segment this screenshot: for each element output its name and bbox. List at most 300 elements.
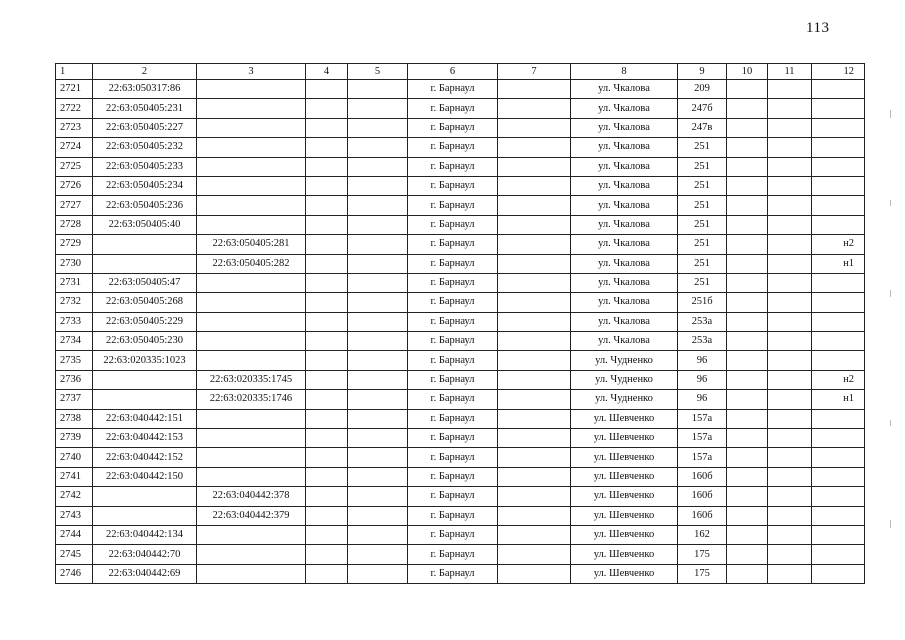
table-cell-col-12 xyxy=(812,332,865,351)
table-cell-col-12 xyxy=(812,80,865,99)
table-cell-col-2: 22:63:040442:70 xyxy=(93,545,197,564)
table-row xyxy=(56,196,865,215)
table-cell-col-8: ул. Чкалова xyxy=(571,138,678,157)
table-cell-col-12 xyxy=(812,487,865,506)
table-cell-col-1: 2731 xyxy=(56,273,93,292)
table-cell-col-2: 22:63:050405:232 xyxy=(93,138,197,157)
table-cell-col-12 xyxy=(812,99,865,118)
table-cell-col-4 xyxy=(306,506,348,525)
table-cell-col-4 xyxy=(306,138,348,157)
table-cell-col-2 xyxy=(93,370,197,389)
table-cell-col-6: г. Барнаул xyxy=(408,235,498,254)
table-cell-col-3 xyxy=(197,215,306,234)
table-cell-col-10 xyxy=(727,351,768,370)
table-cell-col-2 xyxy=(93,254,197,273)
table-cell-col-5 xyxy=(348,99,408,118)
table-row xyxy=(56,409,865,428)
table-cell-col-4 xyxy=(306,487,348,506)
table-cell-col-9: 209 xyxy=(678,80,727,99)
table-cell-col-12 xyxy=(812,118,865,137)
table-header xyxy=(56,64,865,80)
table-cell-col-4 xyxy=(306,390,348,409)
table-cell-col-6: г. Барнаул xyxy=(408,429,498,448)
table-cell-col-9: 96 xyxy=(678,390,727,409)
table-cell-col-9: 96 xyxy=(678,370,727,389)
table-cell-col-8: ул. Чкалова xyxy=(571,254,678,273)
table-cell-col-9: 175 xyxy=(678,564,727,583)
table-cell-col-4 xyxy=(306,351,348,370)
table-cell-col-6: г. Барнаул xyxy=(408,273,498,292)
table-cell-col-7 xyxy=(498,293,571,312)
table-cell-col-6: г. Барнаул xyxy=(408,138,498,157)
table-cell-col-11 xyxy=(768,506,812,525)
table-cell-col-3 xyxy=(197,525,306,544)
table-body xyxy=(56,80,865,584)
table-cell-col-11 xyxy=(768,273,812,292)
table-cell-col-3: 22:63:020335:1745 xyxy=(197,370,306,389)
table-row xyxy=(56,254,865,273)
table-row xyxy=(56,487,865,506)
table-cell-col-5 xyxy=(348,390,408,409)
table-cell-col-9: 251б xyxy=(678,293,727,312)
table-cell-col-8: ул. Чкалова xyxy=(571,196,678,215)
table-cell-col-8: ул. Шевченко xyxy=(571,467,678,486)
table-cell-col-1: 2732 xyxy=(56,293,93,312)
table-cell-col-12: н2 xyxy=(812,235,865,254)
table-cell-col-3 xyxy=(197,448,306,467)
table-cell-col-8: ул. Шевченко xyxy=(571,487,678,506)
table-cell-col-1: 2738 xyxy=(56,409,93,428)
table-cell-col-11 xyxy=(768,157,812,176)
table-cell-col-3 xyxy=(197,467,306,486)
table-cell-col-1: 2745 xyxy=(56,545,93,564)
table-cell-col-5 xyxy=(348,176,408,195)
table-cell-col-2: 22:63:040442:152 xyxy=(93,448,197,467)
table-cell-col-10 xyxy=(727,99,768,118)
table-cell-col-4 xyxy=(306,254,348,273)
table-cell-col-6: г. Барнаул xyxy=(408,312,498,331)
table-cell-col-6: г. Барнаул xyxy=(408,370,498,389)
table-cell-col-1: 2733 xyxy=(56,312,93,331)
table-cell-col-9: 251 xyxy=(678,157,727,176)
table-cell-col-1: 2724 xyxy=(56,138,93,157)
table-cell-col-3: 22:63:050405:282 xyxy=(197,254,306,273)
table-row xyxy=(56,370,865,389)
table-cell-col-6: г. Барнаул xyxy=(408,525,498,544)
table-cell-col-7 xyxy=(498,312,571,331)
table-cell-col-1: 2743 xyxy=(56,506,93,525)
table-row xyxy=(56,390,865,409)
table-cell-col-1: 2742 xyxy=(56,487,93,506)
table-cell-col-9: 251 xyxy=(678,196,727,215)
table-cell-col-1: 2729 xyxy=(56,235,93,254)
table-cell-col-12: н2 xyxy=(812,370,865,389)
table-cell-col-6: г. Барнаул xyxy=(408,506,498,525)
table-cell-col-8: ул. Чкалова xyxy=(571,312,678,331)
table-cell-col-8: ул. Шевченко xyxy=(571,525,678,544)
table-cell-col-11 xyxy=(768,487,812,506)
table-cell-col-10 xyxy=(727,80,768,99)
table-cell-col-2: 22:63:050405:268 xyxy=(93,293,197,312)
table-cell-col-6: г. Барнаул xyxy=(408,332,498,351)
table-cell-col-10 xyxy=(727,564,768,583)
table-cell-col-7 xyxy=(498,506,571,525)
table-cell-col-4 xyxy=(306,235,348,254)
table-cell-col-7 xyxy=(498,409,571,428)
table-cell-col-7 xyxy=(498,525,571,544)
table-cell-col-3 xyxy=(197,138,306,157)
table-cell-col-8: ул. Чкалова xyxy=(571,332,678,351)
table-cell-col-5 xyxy=(348,235,408,254)
table-cell-col-7 xyxy=(498,564,571,583)
table-cell-col-5 xyxy=(348,312,408,331)
table-cell-col-11 xyxy=(768,176,812,195)
table-cell-col-8: ул. Чкалова xyxy=(571,215,678,234)
table-cell-col-6: г. Барнаул xyxy=(408,467,498,486)
table-cell-col-3 xyxy=(197,273,306,292)
table-cell-col-11 xyxy=(768,409,812,428)
table-cell-col-5 xyxy=(348,506,408,525)
table-cell-col-10 xyxy=(727,312,768,331)
table-cell-col-5 xyxy=(348,254,408,273)
table-cell-col-4 xyxy=(306,409,348,428)
table-cell-col-4 xyxy=(306,429,348,448)
table-cell-col-11 xyxy=(768,351,812,370)
table-cell-col-2 xyxy=(93,487,197,506)
table-cell-col-1: 2737 xyxy=(56,390,93,409)
table-cell-col-3: 22:63:040442:378 xyxy=(197,487,306,506)
table-cell-col-12 xyxy=(812,215,865,234)
table-cell-col-11 xyxy=(768,254,812,273)
table-cell-col-10 xyxy=(727,525,768,544)
table-cell-col-10 xyxy=(727,157,768,176)
table-cell-col-8: ул. Шевченко xyxy=(571,409,678,428)
table-cell-col-5 xyxy=(348,273,408,292)
table-cell-col-8: ул. Чкалова xyxy=(571,293,678,312)
table-cell-col-5 xyxy=(348,351,408,370)
table-cell-col-7 xyxy=(498,99,571,118)
column-header-3: 3 xyxy=(197,64,306,80)
column-header-2: 2 xyxy=(93,64,197,80)
table-cell-col-5 xyxy=(348,448,408,467)
table-cell-col-4 xyxy=(306,332,348,351)
table-cell-col-11 xyxy=(768,138,812,157)
table-cell-col-2: 22:63:050317:86 xyxy=(93,80,197,99)
column-header-6: 6 xyxy=(408,64,498,80)
table-cell-col-2: 22:63:050405:234 xyxy=(93,176,197,195)
table-cell-col-5 xyxy=(348,545,408,564)
table-cell-col-11 xyxy=(768,429,812,448)
table-cell-col-4 xyxy=(306,80,348,99)
table-cell-col-7 xyxy=(498,545,571,564)
table-cell-col-12 xyxy=(812,545,865,564)
table-cell-col-10 xyxy=(727,196,768,215)
table-row xyxy=(56,448,865,467)
table-cell-col-11 xyxy=(768,525,812,544)
table-cell-col-2 xyxy=(93,506,197,525)
table-row xyxy=(56,545,865,564)
table-cell-col-2: 22:63:050405:233 xyxy=(93,157,197,176)
table-cell-col-9: 96 xyxy=(678,351,727,370)
table-cell-col-2: 22:63:050405:236 xyxy=(93,196,197,215)
table-cell-col-9: 251 xyxy=(678,235,727,254)
table-cell-col-3 xyxy=(197,196,306,215)
table-cell-col-2: 22:63:040442:69 xyxy=(93,564,197,583)
table-cell-col-3 xyxy=(197,351,306,370)
table-cell-col-12 xyxy=(812,409,865,428)
table-cell-col-8: ул. Чудненко xyxy=(571,370,678,389)
table-row xyxy=(56,312,865,331)
table-cell-col-6: г. Барнаул xyxy=(408,215,498,234)
table-cell-col-9: 160б xyxy=(678,487,727,506)
table-cell-col-5 xyxy=(348,332,408,351)
table-cell-col-2: 22:63:050405:47 xyxy=(93,273,197,292)
scan-edge-mark xyxy=(890,520,891,528)
table-cell-col-7 xyxy=(498,370,571,389)
table-cell-col-12: н1 xyxy=(812,254,865,273)
table-cell-col-8: ул. Чкалова xyxy=(571,118,678,137)
table-cell-col-8: ул. Чкалова xyxy=(571,176,678,195)
table-cell-col-2: 22:63:040442:153 xyxy=(93,429,197,448)
table-cell-col-10 xyxy=(727,409,768,428)
table-cell-col-4 xyxy=(306,157,348,176)
table-cell-col-4 xyxy=(306,545,348,564)
table-cell-col-4 xyxy=(306,370,348,389)
table-cell-col-1: 2722 xyxy=(56,99,93,118)
table-cell-col-2 xyxy=(93,235,197,254)
table-cell-col-2: 22:63:050405:227 xyxy=(93,118,197,137)
table-cell-col-11 xyxy=(768,215,812,234)
table-cell-col-8: ул. Чкалова xyxy=(571,80,678,99)
table-cell-col-1: 2727 xyxy=(56,196,93,215)
table-cell-col-12 xyxy=(812,293,865,312)
table-cell-col-1: 2744 xyxy=(56,525,93,544)
table-row xyxy=(56,293,865,312)
table-cell-col-5 xyxy=(348,370,408,389)
table-cell-col-12 xyxy=(812,138,865,157)
column-header-5: 5 xyxy=(348,64,408,80)
table-row xyxy=(56,351,865,370)
table-cell-col-7 xyxy=(498,273,571,292)
table-cell-col-9: 251 xyxy=(678,254,727,273)
scan-edge-mark xyxy=(890,290,891,297)
table-row xyxy=(56,118,865,137)
table-cell-col-3 xyxy=(197,312,306,331)
table-cell-col-7 xyxy=(498,448,571,467)
table-cell-col-8: ул. Чудненко xyxy=(571,390,678,409)
table-cell-col-6: г. Барнаул xyxy=(408,157,498,176)
scan-edge-mark xyxy=(890,110,891,118)
table-row xyxy=(56,467,865,486)
table-cell-col-6: г. Барнаул xyxy=(408,390,498,409)
table-cell-col-2: 22:63:040442:150 xyxy=(93,467,197,486)
table-cell-col-5 xyxy=(348,525,408,544)
table-cell-col-1: 2741 xyxy=(56,467,93,486)
table-cell-col-5 xyxy=(348,564,408,583)
table-cell-col-6: г. Барнаул xyxy=(408,564,498,583)
table-cell-col-11 xyxy=(768,99,812,118)
table-cell-col-4 xyxy=(306,273,348,292)
table-cell-col-4 xyxy=(306,176,348,195)
table-cell-col-11 xyxy=(768,467,812,486)
table-cell-col-11 xyxy=(768,390,812,409)
table-cell-col-7 xyxy=(498,332,571,351)
table-cell-col-7 xyxy=(498,118,571,137)
table-cell-col-6: г. Барнаул xyxy=(408,409,498,428)
table-cell-col-1: 2734 xyxy=(56,332,93,351)
table-cell-col-5 xyxy=(348,293,408,312)
table-cell-col-6: г. Барнаул xyxy=(408,176,498,195)
table-row xyxy=(56,80,865,99)
table-cell-col-8: ул. Шевченко xyxy=(571,448,678,467)
table-cell-col-10 xyxy=(727,370,768,389)
table-cell-col-7 xyxy=(498,80,571,99)
scan-edge-mark xyxy=(890,420,891,426)
table-cell-col-9: 247в xyxy=(678,118,727,137)
table-cell-col-2: 22:63:040442:134 xyxy=(93,525,197,544)
table-cell-col-9: 251 xyxy=(678,215,727,234)
table-cell-col-3 xyxy=(197,118,306,137)
table-cell-col-8: ул. Шевченко xyxy=(571,545,678,564)
table-cell-col-5 xyxy=(348,215,408,234)
table-row xyxy=(56,235,865,254)
table-cell-col-1: 2723 xyxy=(56,118,93,137)
table-cell-col-9: 162 xyxy=(678,525,727,544)
table-cell-col-9: 160б xyxy=(678,506,727,525)
table-cell-col-1: 2735 xyxy=(56,351,93,370)
column-header-12: 12 xyxy=(812,64,865,80)
table-cell-col-3: 22:63:040442:379 xyxy=(197,506,306,525)
table-cell-col-4 xyxy=(306,564,348,583)
table-cell-col-12 xyxy=(812,448,865,467)
table-cell-col-11 xyxy=(768,196,812,215)
table-row xyxy=(56,176,865,195)
table-cell-col-5 xyxy=(348,487,408,506)
table-cell-col-12 xyxy=(812,564,865,583)
page-number: 113 xyxy=(806,20,830,36)
table-cell-col-12 xyxy=(812,312,865,331)
column-header-9: 9 xyxy=(678,64,727,80)
table-cell-col-11 xyxy=(768,545,812,564)
table-cell-col-10 xyxy=(727,118,768,137)
table-cell-col-8: ул. Чкалова xyxy=(571,157,678,176)
table-cell-col-6: г. Барнаул xyxy=(408,254,498,273)
table-cell-col-8: ул. Чкалова xyxy=(571,99,678,118)
table-cell-col-12: н1 xyxy=(812,390,865,409)
table-cell-col-2: 22:63:050405:231 xyxy=(93,99,197,118)
table-cell-col-11 xyxy=(768,235,812,254)
table-cell-col-10 xyxy=(727,254,768,273)
table-cell-col-7 xyxy=(498,215,571,234)
table-cell-col-4 xyxy=(306,525,348,544)
table-cell-col-7 xyxy=(498,351,571,370)
table-cell-col-1: 2739 xyxy=(56,429,93,448)
table-cell-col-6: г. Барнаул xyxy=(408,487,498,506)
table-cell-col-6: г. Барнаул xyxy=(408,545,498,564)
table-cell-col-10 xyxy=(727,176,768,195)
table-cell-col-9: 251 xyxy=(678,176,727,195)
table-cell-col-6: г. Барнаул xyxy=(408,99,498,118)
table-cell-col-9: 157а xyxy=(678,409,727,428)
table-cell-col-11 xyxy=(768,312,812,331)
table-cell-col-4 xyxy=(306,293,348,312)
table-cell-col-4 xyxy=(306,215,348,234)
table-cell-col-2: 22:63:040442:151 xyxy=(93,409,197,428)
scan-edge-mark xyxy=(890,200,891,206)
table-cell-col-9: 251 xyxy=(678,138,727,157)
table-cell-col-9: 157а xyxy=(678,448,727,467)
table-cell-col-4 xyxy=(306,99,348,118)
table-row xyxy=(56,157,865,176)
table-cell-col-10 xyxy=(727,429,768,448)
table-cell-col-9: 251 xyxy=(678,273,727,292)
table-cell-col-3 xyxy=(197,293,306,312)
table-cell-col-10 xyxy=(727,293,768,312)
table-cell-col-3 xyxy=(197,545,306,564)
table-cell-col-8: ул. Чудненко xyxy=(571,351,678,370)
table-cell-col-3 xyxy=(197,332,306,351)
table-cell-col-9: 157а xyxy=(678,429,727,448)
table-cell-col-5 xyxy=(348,196,408,215)
table-cell-col-2: 22:63:050405:229 xyxy=(93,312,197,331)
table-cell-col-7 xyxy=(498,138,571,157)
table-cell-col-9: 253а xyxy=(678,332,727,351)
table-cell-col-1: 2726 xyxy=(56,176,93,195)
table-row xyxy=(56,429,865,448)
table-cell-col-11 xyxy=(768,448,812,467)
table-cell-col-12 xyxy=(812,429,865,448)
table-cell-col-10 xyxy=(727,273,768,292)
table-cell-col-6: г. Барнаул xyxy=(408,351,498,370)
table-cell-col-8: ул. Чкалова xyxy=(571,235,678,254)
table-cell-col-7 xyxy=(498,390,571,409)
table-row xyxy=(56,138,865,157)
table-cell-col-6: г. Барнаул xyxy=(408,293,498,312)
table-cell-col-2: 22:63:050405:40 xyxy=(93,215,197,234)
table-cell-col-1: 2740 xyxy=(56,448,93,467)
table-cell-col-12 xyxy=(812,525,865,544)
table-cell-col-7 xyxy=(498,254,571,273)
column-header-11: 11 xyxy=(768,64,812,80)
table-cell-col-8: ул. Шевченко xyxy=(571,506,678,525)
table-cell-col-7 xyxy=(498,235,571,254)
registry-table xyxy=(55,63,865,584)
table-cell-col-10 xyxy=(727,138,768,157)
table-cell-col-1: 2721 xyxy=(56,80,93,99)
table-cell-col-6: г. Барнаул xyxy=(408,196,498,215)
table-row xyxy=(56,506,865,525)
table-cell-col-12 xyxy=(812,506,865,525)
table-cell-col-6: г. Барнаул xyxy=(408,118,498,137)
table-cell-col-3 xyxy=(197,99,306,118)
table-cell-col-1: 2746 xyxy=(56,564,93,583)
table-cell-col-7 xyxy=(498,429,571,448)
table-cell-col-9: 160б xyxy=(678,467,727,486)
table-cell-col-10 xyxy=(727,448,768,467)
table-cell-col-5 xyxy=(348,118,408,137)
column-header-10: 10 xyxy=(727,64,768,80)
table-cell-col-2 xyxy=(93,390,197,409)
table-cell-col-12 xyxy=(812,196,865,215)
table-cell-col-3: 22:63:020335:1746 xyxy=(197,390,306,409)
table-cell-col-11 xyxy=(768,332,812,351)
table-cell-col-11 xyxy=(768,80,812,99)
table-cell-col-10 xyxy=(727,332,768,351)
table-cell-col-1: 2725 xyxy=(56,157,93,176)
table-cell-col-11 xyxy=(768,118,812,137)
table-cell-col-10 xyxy=(727,506,768,525)
table-cell-col-8: ул. Шевченко xyxy=(571,429,678,448)
